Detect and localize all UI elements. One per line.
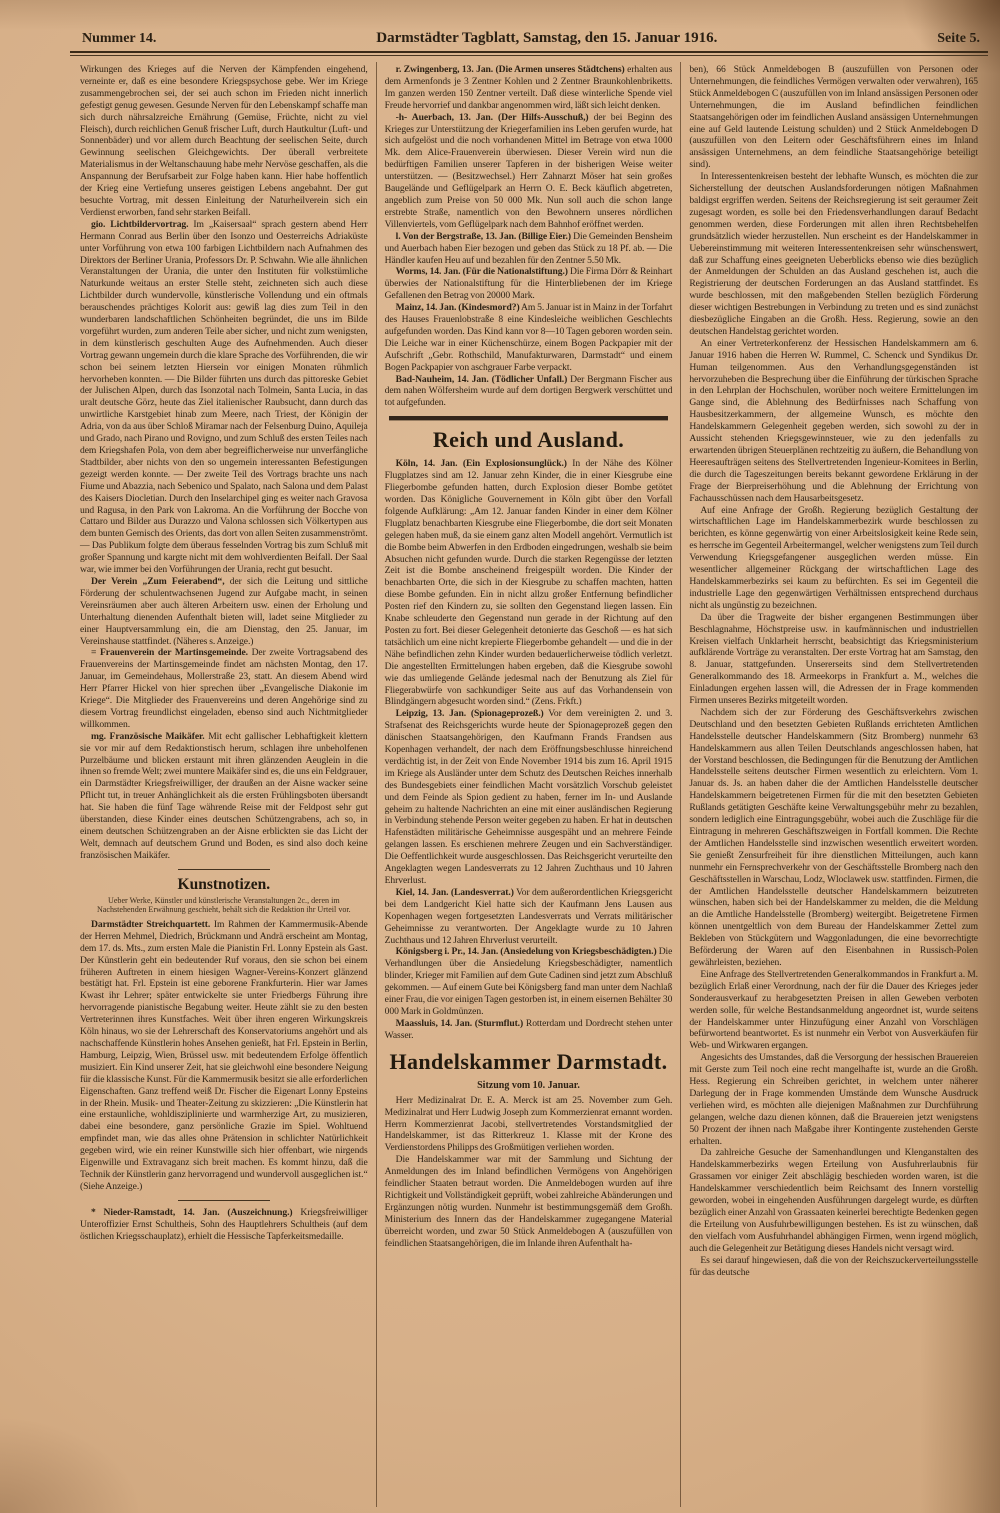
- article-paragraph: [689, 1147, 978, 1254]
- article-columns: [72, 62, 986, 1507]
- article-paragraph: [689, 969, 978, 1052]
- paragraph-text: erhalten aus dem Armenfonds je 3 Zentner Kohlen und 2 Zentner Braunkohlenbriketts. Im ganzen werden 150 Zentner verteilt. Daß diese winterliche Spende viel Freude hervorrief und dankbar angenommen wird, läßt sich leicht denken.: [384, 64, 673, 111]
- paragraph-lead: -h- Auerbach, 13. Jan. (Der Hilfs-Ausschuß,): [395, 111, 589, 123]
- article-paragraph: [80, 576, 368, 647]
- paragraph-text: Vor dem vereinigten 2. und 3. Strafsenat des Reichsgerichts wurde heute der Spionageprozeß gegen den dänischen Staatsangehörigen, den Kaufmann Frands Frandsen aus Kopenhagen verhandelt, der nach dem Eröffnungsbeschlusse hinreichend verdächtig ist, in der Zeit von Ende November 1914 bis zum 16. April 1915 im Kriege als Ausländer unter dem Schutz des Deutschen Reiches innerhalb des Bundesgebiets einer feindlichen Macht vorsätzlich Vorschub geleistet und dem Feinde als Spion gedient zu haben, ferner im In- und Auslande geheim zu haltende Nachrichten an eine mit einer ausländischen Regierung in Verbindung stehende Person weiter gegeben zu haben. Er hat in deutschen Hafenstädten militärische Geheimnisse ausgespäht und an mehrere Feinde gelangen lassen. Es erschienen mehrere Zeugen und ein Sachverständiger. Die Oeffentlichkeit wurde ausgeschlossen. Das Reichsgericht verurteilte den Angeklagten wegen Landesverrats zu 12 Jahren Zuchthaus und 10 Jahren Ehrverlust.: [384, 708, 673, 886]
- paragraph-text: Eine Anfrage des Stellvertretenden Generalkommandos in Frankfurt a. M. bezüglich Erlaß einer Verordnung, nach der für die Dauer des Krieges jeder Sonderausverkauf zu herabgesetzten Preisen in allen Geweben verboten werden solle, für welche Bestandsanmeldung angeordnet ist, wurde seitens der Handelskammer unter Hinzufügung einer Anzahl von Vorschlägen befürwortend beantwortet. Es ist nunmehr ein Verbot von Ausverkäufen für Web- und Wirkwaren ergangen.: [689, 968, 978, 1052]
- paragraph-text: In der Nähe des Kölner Flugplatzes sind am 12. Januar zehn Kinder, die in einer Kiesgrube eine Fliegerbombe gefunden hatten, durch Explosion dieser Bombe getötet worden. Das Königliche Gouvernement in Köln gibt über den Vorfall folgende Aufklärung: „Am 12. Januar fanden Kinder in einer dem Kölner Flugplatz benachbarten Kiesgrube eine Fliegerbombe, die dort seit Monaten gelegen haben muß, da sie einem ganz alten Modell angehört. Vermutlich ist die Bombe beim Abwerfen in den Erdboden eingedrungen, weshalb sie beim Absuchen nicht gefunden wurde. Durch die starken Regengüsse der letzten Zeit ist die Bombe anscheinend freigespült worden. Die Kinder der benachbarten Orte, die sich in der Kiesgrube zu schaffen machten, hatten diese Bombe gefunden. Ein in nicht allzu großer Entfernung befindlicher Posten rief den Kindern zu, sie sollten den Gegenstand liegen lassen. Ein Knabe schleuderte den Gegenstand nun gerade in der Richtung auf den Posten zu fort. Bei dieser Gelegenheit detonierte das Geschoß — es hat sich tatsächlich um eine nicht krepierte Fliegerbombe gehandelt — und die in der Nähe befindlichen zehn Kinder wurden bedauerlicherweise tödlich verletzt. Die angestellten Ermittelungen haben ergeben, daß die Kiesgrube sowohl wie das umliegende Gelände jedesmal nach der Benutzung als Ziel für Fliegerabwürfe von sachkundiger Seite aus auf das Vorhandensein von Blindgängern abgesucht worden sind.“ (Zens. Frkft.): [384, 458, 673, 708]
- section-heading: Handelskammer Darmstadt.: [389, 1048, 668, 1074]
- column-3: [681, 62, 986, 1507]
- column-2: [377, 62, 682, 1507]
- paragraph-text: Die Handelskammer war mit der Sammlung und Sichtung der Anmeldungen des im Inland befindlichen Vermögens von Angehörigen feindlicher Staaten betraut worden. Die Anmeldebogen wurden auf ihre Richtigkeit und Vollständigkeit geprüft, wobei zahlreiche Abänderungen und Ergänzungen nötig wurden. Nunmehr ist bestimmungsgemäß dem Großh. Ministerium des Innern das der Handelskammer zugegangene Material überreicht worden, und zwar 50 Stück Anmeldebogen A (auszufüllen von feindlichen Staatsangehörigen, die im Inlande ihren Aufenthalt ha-: [384, 1154, 673, 1249]
- article-paragraph: [689, 64, 978, 171]
- paragraph-lead: Köln, 14. Jan. (Ein Explosionsunglück.): [395, 458, 567, 470]
- paragraph-divider-rule: [178, 1200, 270, 1201]
- section-subheading: Sitzung vom 10. Januar.: [477, 1079, 580, 1091]
- article-paragraph: [385, 708, 673, 887]
- paragraph-divider-rule: [178, 869, 270, 870]
- article-paragraph: [385, 887, 673, 947]
- paragraph-text: Herr Medizinalrat Dr. E. A. Merck ist am 25. November zum Geh. Medizinalrat und Herr Ludwig Joseph zum Kommerzienrat ernannt worden. Herrn Kommerzienrat Jacobi, stellvertretendes Vorstandsmitglied der Handelskammer, ist das Ritterkreuz 1. Klasse mit der Krone des Verdienstordens Philipps des Großmütigen verliehen worden.: [384, 1094, 673, 1154]
- paragraph-lead: mg. Französische Maikäfer.: [91, 730, 205, 742]
- paragraph-text: Wirkungen des Krieges auf die Nerven der Kämpfenden eingehend, verneinte er, daß es eine besondere Kriegspsychose gebe. Wer im Kriege zusammengebrochen sei, der sei auch schon im Frieden nicht innerlich gefestigt genug gewesen. Gesunde Nerven für den Lebenskampf schaffe man sich durch nährsalzreiche Ernährung (Gemüse, Früchte, nicht zu viel Fleisch), durch reichlichen Genuß frischer Luft, durch Hautkultur (Luft- und Sonnenbäder) und vor allem durch Beachtung der seelischen Seite, durch Gewinnung seelischen Gleichgewichts. Der überall verbreitete Materialismus in der Weltanschauung habe mehr Nervöse geschaffen, als die Anspannung der Berufsarbeit zur Folge haben kann. Hier habe hoffentlich der Krieg eine Vertiefung unseres geistigen Lebens angebahnt. Der gut besuchte Vortrag, mit dessen Einleitung der Naturheilverein sich ein Verdienst erworben, fand sehr starken Beifall.: [80, 64, 368, 218]
- article-paragraph: [689, 171, 978, 338]
- paragraph-lead: Bad-Nauheim, 14. Jan. (Tödlicher Unfall.): [395, 373, 568, 385]
- paragraph-lead: Darmstädter Streichquartett.: [91, 918, 211, 930]
- masthead: [0, 0, 1000, 51]
- article-paragraph: [385, 302, 673, 373]
- paragraph-text: Mit echt gallischer Lebhaftigkeit klettern sie vor mir auf dem Redaktionstisch herum, schlagen ihre unbeholfenen Purzelbäume und blicken erstaunt mit ihren glänzenden Aeuglein in die ihnen so fremde Welt; zwei muntere Maikäfer sind es, die uns ein Feldgrauer, ein Darmstädter Kriegsfreiwilliger, der draußen an der Aisne wacker seine Pflicht tut, in treuer Anhänglichkeit als die ersten Frühlingsboten übersandt hat. Sie haben die fünf Tage währende Reise mit der Feldpost sehr gut überstanden, diese Kinder eines deutschen Schützengrabens, ach so, in einem deutschen Schützengraben an der Aisne erblickten sie das Licht der Welt, demnach auf deutschem Grund und Boden, es sind also doch keine französischen Maikäfer.: [80, 730, 368, 861]
- article-paragraph: [80, 64, 368, 219]
- paragraph-text: Die Gemeinden Bensheim und Auerbach haben Eier bezogen und geben das Stück zu 18 Pf. ab. — Die Händler kaufen Heu auf und bezahlen für den Zentner 5.50 Mk.: [384, 230, 673, 266]
- article-paragraph: [385, 1154, 673, 1249]
- paragraph-text: Auf eine Anfrage der Großh. Regierung bezüglich Gestaltung der wirtschaftlichen Lage im Handelskammerbezirk wurde beschlossen zu berichten, es könne gegenwärtig von einer Arbeitslosigkeit keine Rede sein, es herrsche im Gegenteil Arbeitermangel, welcher wenigstens zum Teil durch Verwendung Kriegsgefangener ausgeglichen werden müsse. Ein wesentlicher allgemeiner Rückgang der wirtschaftlichen Lage des Handelskammerbezirks sei kaum zu befürchten. Es sei im Gegenteil die industrielle Lage den gegenwärtigen Verhältnissen entsprechend durchaus nicht als ungünstig zu bezeichnen.: [689, 504, 978, 611]
- paragraph-lead: r. Zwingenberg, 13. Jan. (Die Armen unseres Städtchens): [395, 64, 625, 75]
- paragraph-text: Die Firma Dörr & Reinhart überwies der Nationalstiftung für die Hinterbliebenen der im Kriege Gefallenen den Betrag von 20000 Mark.: [384, 266, 673, 302]
- paragraph-lead: Königsberg i. Pr., 14. Jan. (Ansiedelung von Kriegsbeschädigten.): [395, 946, 657, 958]
- paragraph-lead: Leipzig, 13. Jan. (Spionageprozeß.): [395, 708, 544, 720]
- article-paragraph: [80, 647, 368, 730]
- paragraph-text: Die Verhandlungen über die Ansiedelung Kriegsbeschädigter, namentlich blinder, Krieger mit Familien auf dem Gute Cadinen sind jetzt zum Abschluß gekommen. — Auf einem Gute bei Königsberg fand man unter dem Nachlaß einer Frau, die vor einigen Tagen gestorben ist, in einem eisernen Behälter 30 000 Mark in Goldmünzen.: [384, 946, 673, 1017]
- paragraph-text: Der zweite Vortragsabend des Frauenvereins der Martinsgemeinde findet am nächsten Montag, den 17. Januar, im Gemeindehaus, Mollerstraße 23, statt. An diesem Abend wird Herr Pfarrer Hickel von hier sprechen über „Evangelische Diakonie im Kriege“. Die Mitglieder des Frauenvereins und deren Angehörige sind zu diesem Vortrag freundlichst eingeladen, ebenso sind auch Nichtmitglieder willkommen.: [80, 647, 368, 730]
- article-paragraph: [689, 612, 978, 707]
- paragraph-lead: Kiel, 14. Jan. (Landesverrat.): [395, 886, 514, 898]
- paragraph-text: Am 5. Januar ist in Mainz in der Torfahrt des Hauses Frauenlobstraße 8 eine Kindesleiche weiblichen Geschlechts aufgefunden worden. Das Kind kann vor 8—10 Tagen geboren worden sein. Die Leiche war in einer Küchenschürze, einem Bogen Packpapier mit der Aufschrift „Gebr. Rothschild, Manufakturwaren, Darmstadt“ und einem Bogen Packpapier von aschgrauer Farbe verpackt.: [384, 302, 673, 373]
- section-divider-bar: [389, 416, 669, 420]
- article-paragraph: [385, 458, 673, 708]
- paragraph-text: Rotterdam und Dordrecht stehen unter Wasser.: [384, 1017, 673, 1041]
- article-paragraph: [689, 1255, 978, 1279]
- paragraph-lead: * Nieder-Ramstadt, 14. Jan. (Auszeichnung.): [91, 1206, 293, 1218]
- paragraph-text: Vor dem außerordentlichen Kriegsgericht bei dem Landgericht Kiel hatte sich der Kaufmann Jens Lausen aus Kopenhagen wegen fortgesetzten Landesverrats und Verrats militärischer Geheimnisse zu verantworten. Der Angeklagte wurde zu 10 Jahren Zuchthaus und 12 Jahren Ehrverlust verurteilt.: [384, 886, 673, 946]
- article-paragraph: [385, 231, 673, 267]
- paragraph-text: ben), 66 Stück Anmeldebogen B (auszufüllen von Personen oder Unternehmungen, die feindliches Vermögen verwalten oder verwahren), 165 Stück Anmeldebogen C (auszufüllen von im Inland ansässigen Personen oder Unternehmungen, die im Ausland befindlichen feindlichen Staatsangehörigen oder im feindlichen Ausland ansässigen Unternehmungen eine auf Geld lautende Leistung schulden) und 2 Stück Anmeldebogen D (auszufüllen von den Leitern oder Geschäftsführern eines im Inland ansässigen Unternehmens, an dem feindliche Staatsangehörige beteiligt sind).: [689, 64, 978, 171]
- paragraph-lead: Worms, 14. Jan. (Für die Nationalstiftung.): [395, 266, 568, 278]
- issue-number: Nummer 14.: [82, 31, 157, 46]
- section-heading: Kunstnotizen.: [177, 875, 271, 893]
- paragraph-lead: l. Von der Bergstraße, 13. Jan. (Billige Eier.): [395, 230, 571, 242]
- paragraph-lead: Der Verein „Zum Feierabend“,: [91, 575, 225, 587]
- paragraph-text: Kriegsfreiwilliger Unteroffizier Ernst Schultheis, Sohn des Hauptlehrers Schultheis (auf dem östlichen Kriegsschauplatz), erhielt die Hessische Tapferkeitsmedaille.: [80, 1206, 368, 1242]
- paragraph-text: der bei Beginn des Krieges zur Unterstützung der Kriegerfamilien ins Leben gerufen wurde, hat sich aufgelöst und die noch vorhandenen Mittel im Betrage von etwa 1000 Mk. dem Alice-Frauenverein überwiesen. Dieser Verein wird nun die bedürftigen Familien unserer Tapferen in der bisherigen Weise weiter unterstützen. — (Besitzwechsel.) Herr Zahnarzt Möser hat sein großes Baugelände und Geflügelpark an Herrn O. E. Beck käuflich abgetreten, angeblich zum Preise von 50 000 Mk. Nun soll auch die schon lange erstrebte Straße, namentlich von den Bewohnern unseres nördlichen Villenviertels, vom Geflügelpark nach dem Bahnhof eröffnet werden.: [384, 111, 673, 230]
- paragraph-lead: gio. Lichtbildervortrag.: [91, 218, 189, 230]
- section-heading: Reich und Ausland.: [432, 427, 625, 453]
- paragraph-text: Es sei darauf hingewiesen, daß die von der Reichszuckerverteilungsstelle für das deutsche: [689, 1254, 978, 1278]
- article-paragraph: [80, 1207, 368, 1243]
- article-paragraph: [385, 112, 673, 231]
- paragraph-lead: Maassluis, 14. Jan. (Sturmflut.): [395, 1017, 524, 1029]
- editorial-notice: Ueber Werke, Künstler und künstlerische Veranstaltungen 2c., deren im Nachstehenden Erwähnung geschieht, behält sich die Redaktion ihr Urteil vor.: [96, 895, 351, 915]
- paragraph-text: Da über die Tragweite der bisher ergangenen Bestimmungen über Beschlagnahme, Höchstpreise usw. in kaufmännischen und industriellen Kreisen vielfach Unklarheit herrscht, beabsichtigt das Kriegsministerium aufklärende Vorträge zu veranstalten. Der erste Vortrag hat am Samstag, den 8. Januar, stattgefunden. Unsererseits sind dem Stellvertretenden Generalkommando des 18. Armeekorps in Frankfurt a. M., welches die Einladungen ergehen lassen will, die Adressen der in Frage kommenden Firmen unseres Bezirks mitgeteilt worden.: [689, 611, 978, 707]
- masthead-title: Darmstädter Tagblatt, Samstag, den 15. Januar 1916.: [376, 30, 718, 46]
- article-paragraph: [80, 731, 368, 862]
- paragraph-text: Im Rahmen der Kammermusik-Abende der Herren Mehmel, Diedrich, Brückmann und Andrä erscheint am Montag, dem 17. ds. Mts., zum ersten Male die Pianistin Frl. Lonny Epstein als Gast. Der Künstlerin geht ein bedeutender Ruf voraus, den sie schon bei einem früheren Auftreten in einem hiesigen Wagner-Vereins-Konzert glänzend bestätigt hat. Frl. Epstein ist eine geborene Frankfurterin. Hier war James Kwast ihr Lehrer; später entwickelte sie unter Friedbergs Führung ihre hervorragende pianistische Begabung weiter. Heute zählt sie zu den besten Vertreterinnen ihres Kunstfaches. Weit über ihren engeren Wirkungskreis Köln hinaus, wo sie der Lehrerschaft des Konservatoriums angehört und als nachschaffende Künstlerin hohes Ansehen genießt, hat Frl. Epstein in Berlin, Hamburg, Leipzig, Wien, Brüssel usw. mit bedeutendem Erfolge öffentlich musiziert. Ein Kind unserer Zeit, hat sie gleichwohl eine besondere Neigung für die klassische Kunst. Für die Kammermusik besitzt sie alle erforderlichen Eigenschaften. Ganz treffend weiß Dr. Fischer die Eigenart Lonny Epsteins in der Rhein. Musik- und Theater-Zeitung zu skizzieren: „Die Künstlerin hat eine erstaunliche, wohldisziplinierte und warmherzige Art, zu musizieren, dabei eine besondere, ganz persönliche Grazie im Spiel. Wohltuend empfindet man, wie das alles ohne Prätension in schlichter Natürlichkeit gegeben wird, wie ein reiner Kunstwille sich hier offenbart, wie nirgends Eigenwille und Extravaganz sich breit machen. Es kommt hinzu, daß die Technik der Künstlerin ganz hervorragend und wundervoll ausgeglichen ist.“ (Siehe Anzeige.): [80, 918, 368, 1192]
- article-paragraph: [385, 946, 673, 1017]
- article-paragraph: [689, 338, 978, 505]
- column-1: [72, 62, 377, 1507]
- page-number: Seite 5.: [937, 31, 980, 46]
- paragraph-text: Im „Kaisersaal“ sprach gestern abend Herr Hermann Conrad aus Berlin über den Isonzo und Oesterreichs Adriaküste unter Vorführung von etwa 100 farbigen Lichtbildern nach Aufnahmen des Direktors der Berliner Urania, Professors Dr. P. Schwahn. Wie alle ähnlichen Veranstaltungen der Urania, die unter den Instituten für volkstümliche Naturkunde weitaus an erster Stelle steht, zeichneten sich auch diese Lichtbilder durch wundervolle, künstlerische Vollendung und ein oftmals berauschendes prächtiges Kolorit aus: gewiß lag dies zum Teil in den wunderbaren landschaftlichen Schönheiten begründet, die uns im Bilde vorgeführt wurden, zum anderen Teile aber sicher, und nicht zum wenigsten, in dem künstlerisch geschulten Auge des Aufnehmenden. Auch dieser Vortrag gewann ungemein durch die klare Sprache des Vorführenden, die wir schon bei seinem letzten Hiersein vor einigen Monaten rühmlich hervorheben konnten. — Die Bilder führten uns durch das pittoreske Gebiet der Julischen Alpen, durch das Isonzotal nach Tolmein, Santa Lucia, in das uralt deutsche Görz, heute das Ziel italienischer Raubsucht, dann durch das unwirtliche Karstgebiet hinab zum Meere, nach Triest, der Königin der Adria, von da aus über Schloß Miramar nach der Felsenburg Duino, Aquileja und Grado, nach Pirano und Rovigno, und zum Schluß des ersten Teiles nach dem Kriegshafen Pola, von dem aber begreiflicherweise nur unverfängliche Stadtbilder, aber nichts von den so ungemein interessanten Befestigungen gezeigt werden konnte. — Der zweite Teil des Vortrags brachte uns nach Fiume und Abazzia, nach Sebenico und Spalato, nach Salona und dem Palast des Kaisers Diocletian. Durch den Inselarchipel ging es weiter nach Gravosa und Ragusa, in den Park von Lakroma. An die Vorführung der Bocche von Cattaro und Bilder aus Durazzo und Valona schlossen sich Völkertypen aus dem bunten Gemisch des Orients, das dort von allen Seiten zusammenströmt. — Das Publikum folgte dem überaus fesselnden Vortrag bis zum Schluß mit großer Spannung und kargte nicht mit dem wohlverdienten Beifall. Der Saal war, wie immer bei den Vorführungen der Urania, recht gut besucht.: [80, 218, 368, 576]
- paragraph-text: Nachdem sich der zur Förderung des Geschäftsverkehrs zwischen Deutschland und den besetzten Gebieten Rußlands errichteten Amtlichen Handelsstelle deutscher Handelskammern (Sitz Bromberg) nunmehr 63 Handelskammern aus allen Teilen Deutschlands angeschlossen haben, hat der Vorstand beschlossen, die Bedingungen für die Benutzung der Amtlichen Handelsstelle seitens deutscher Firmen wesentlich zu erleichtern. Vom 1. Januar ds. Js. an haben daher die der Amtlichen Handelsstelle deutscher Handelskammern beigetretenen Firmen für die mit den besetzten Gebieten Rußlands getätigten Geschäfte keine Verwaltungsgebühr mehr zu bezahlen, sondern lediglich eine Eintragungsgebühr, wobei auch die Zuschläge für die Eintragung in mehreren Geschäftszweigen in Fortfall kommen. Die Rechte der Amtlichen Handelsstelle sind inzwischen wesentlich erweitert worden. Sie genießt Zensurfreiheit für ihre dienstlichen Mitteilungen, auch kann nunmehr ein Fernsprechverkehr von der Geschäftsstelle Bromberg nach den Geschäftsstellen in Warschau, Lodz, Wloclawek usw. stattfinden. Firmen, die der Amtlichen Handelsstelle deutscher Handelskammern beizutreten wünschen, haben sich bei der Handelskammer zu melden, die die Meldung an die Amtliche Handelsstelle (Bromberg) weitergibt. Beigetretene Firmen können unentgeltlich von dem Bureau der Handelskammer Zettel zum Bekleben von Stückgütern und Waggonladungen, die eine bevorrechtigte Beförderung der Waren auf den Eisenbahnen in Russisch-Polen gewährleisten, beziehen.: [689, 706, 978, 968]
- masthead-rule: [70, 51, 988, 56]
- paragraph-lead: = Frauenverein der Martinsgemeinde.: [91, 647, 248, 659]
- paragraph-text: An einer Vertreterkonferenz der Hessischen Handelskammern am 6. Januar 1916 haben die Herren W. Rummel, C. Schenck und Syndikus Dr. Human teilgenommen. Aus den Verhandlungsgegenständen ist hervorzuheben die Besprechung über die Einführung der türkischen Sprache in den Lehrplan der Hochschulen, worüber noch weitere Ermittelungen im Gange sind, die Ablehnung des Bedürfnisses nach Schaffung von Hausbesitzerkammern, der allgemeine Wunsch, es möchte den Handelskammern Gelegenheit gegeben werden, sich sowohl zu der in Aussicht stehenden Kriegsgewinnsteuer, wie zu den jedenfalls zu erwartenden übrigen Steuerplänen rechtzeitig zu äußern, die Behandlung von Heeresaufträgen seitens des Stellvertretenden Ingenieur-Komitees in Berlin, die durch die Tageszeitungen bereits bekannt gewordene Erklärung in der Frage der Bierpreiserhöhung und die Ablehnung der Errichtung von Fachausschüssen nach dem Hausarbeitsgesetz.: [689, 337, 978, 504]
- article-paragraph: [80, 919, 368, 1193]
- article-paragraph: [385, 1018, 673, 1042]
- paragraph-text: der sich die Leitung und sittliche Förderung der schulentwachsenen Jugend zur Aufgabe macht, in seinen Vereinsräumen aber auch älteren Arbeitern usw. einen der Erholung und Unterhaltung dienenden Aufenthalt bieten will, ladet seine Mitglieder zu einer Hauptversammlung ein, die am Dienstag, den 25. Januar, im Vereinshause stattfindet. (Näheres s. Anzeige.): [80, 575, 368, 647]
- article-paragraph: [385, 374, 673, 410]
- paragraph-text: Der Bergmann Fischer aus dem nahen Wölfersheim wurde auf dem dortigen Bergwerk verschüttet und tot aufgefunden.: [384, 373, 673, 409]
- article-paragraph: [385, 64, 673, 112]
- article-paragraph: [689, 1052, 978, 1147]
- article-paragraph: [385, 266, 673, 302]
- article-paragraph: [689, 707, 978, 969]
- paragraph-text: Angesichts des Umstandes, daß die Versorgung der hessischen Brauereien mit Gerste zum Teil noch eine recht mangelhafte ist, wurde an die Großh. Hess. Regierung ein Schreiben gerichtet, in welchem unter näherer Darlegung der in Frage kommenden Umstände dem Wunsche Ausdruck verliehen wird, es möchten alle diejenigen Maßnahmen zur Durchführung gelangen, welche dazu dienen können, daß die Brauereien jetzt wenigstens 50 Prozent der ihnen nach Maßgabe ihrer Kontingente zustehenden Gerste erhalten.: [689, 1052, 978, 1147]
- article-paragraph: [689, 505, 978, 612]
- article-paragraph: [80, 219, 368, 576]
- article-paragraph: [385, 1095, 673, 1155]
- paragraph-lead: Mainz, 14. Jan. (Kindesmord?): [395, 302, 520, 314]
- paragraph-text: In Interessentenkreisen besteht der lebhafte Wunsch, es möchten die zur Sicherstellung der deutschen Auslandsforderungen nötigen Maßnahmen baldigst ergriffen werden. Seitens der Reichsregierung ist seit geraumer Zeit zugesagt worden, es solle bei den Friedensverhandlungen darauf Bedacht genommen werden, diese Forderungen mit allen ihren Rechtsbehelfen grundsätzlich wieder herzustellen. Nun erscheint es der Handelskammer in Uebereinstimmung mit weiteren Interessentenkreisen sehr wünschenswert, daß zur Schaffung eines geeigneten Ueberblicks ebenso wie dies bezüglich der Anmeldungen der Schulden an das Ausland geschehen ist, auch die Registrierung der deutschen Forderungen an das Ausland stattfindet. Es wurde beschlossen, mit den maßgebenden Stellen bezüglich Förderung dieser wichtigen Bestrebungen in Verbindung zu treten und es sind zunächst diesbezügliche Eingaben an die Großh. Hess. Regierung, sowie an den deutschen Handelstag gerichtet worden.: [689, 171, 978, 337]
- paragraph-text: Da zahlreiche Gesuche der Samenhandlungen und Klenganstalten des Handelskammerbezirks wegen Erteilung von Ausfuhrerlaubnis für Grassamen vor einiger Zeit abschlägig beschieden worden waren, ist die Handelskammer verschiedentlich beim Reichsamt des Innern vorstellig geworden, wobei in eingehenden Ausführungen dargelegt wurde, es dürften bezüglich einer Anzahl von Grassaaten keinerlei berechtigte Bedenken gegen die Erteilung von Ausfuhrbewilligungen bestehen. Es ist zu wünschen, daß den vielfach vom Ausfuhrhandel abhängigen Firmen, wenn irgend möglich, auch die Gelegenheit zur Betätigung dieses Handels nicht versagt wird.: [689, 1147, 978, 1254]
